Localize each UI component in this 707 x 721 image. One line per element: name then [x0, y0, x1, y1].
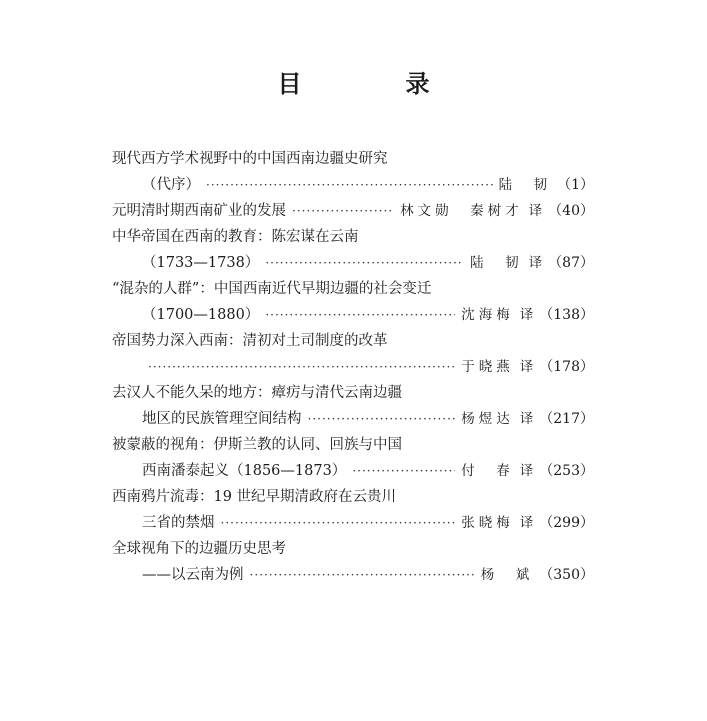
- entry-page-number: （138）: [539, 307, 594, 323]
- entry-title-text: ——以云南为例: [142, 567, 244, 583]
- toc-entry-continuation[interactable]: [112, 172, 594, 198]
- entry-title-text: 被蒙蔽的视角：伊斯兰教的认同、回族与中国: [112, 437, 402, 453]
- toc-entry-continuation[interactable]: [112, 302, 594, 328]
- toc-entry-continuation[interactable]: [112, 406, 594, 432]
- dot-leader: [206, 172, 493, 198]
- toc-entry-title[interactable]: [112, 484, 594, 510]
- entry-title-text: 西南鸦片流毒：19 世纪早期清政府在云贵川: [112, 489, 397, 505]
- entry-page-number: （253）: [539, 463, 594, 479]
- entry-page-number: （87）: [548, 255, 594, 271]
- entry-author: 于晓燕: [461, 359, 514, 375]
- entry-title-text: （1733—1738）: [142, 255, 260, 271]
- dot-leader: [250, 562, 475, 588]
- entry-author: 陆 韧: [470, 255, 523, 271]
- toc-entry-continuation[interactable]: [112, 510, 594, 536]
- entry-title-text: 全球视角下的边疆历史思考: [112, 541, 286, 557]
- dot-leader: [221, 510, 456, 536]
- toc-entry-continuation[interactable]: [112, 354, 594, 380]
- table-of-contents: [112, 146, 594, 588]
- entry-title-text: 去汉人不能久呆的地方：瘴疠与清代云南边疆: [112, 385, 402, 401]
- dot-leader: [352, 458, 455, 484]
- entry-title-text: 帝国势力深入西南：清初对土司制度的改革: [112, 333, 388, 349]
- entry-page-number: （299）: [539, 515, 594, 531]
- toc-entry-continuation[interactable]: [112, 250, 594, 276]
- entry-role: 译: [519, 515, 534, 531]
- toc-entry-title[interactable]: [112, 276, 594, 302]
- entry-title-text: 地区的民族管理空间结构: [142, 411, 302, 427]
- page-title: 目 录: [277, 69, 470, 98]
- entry-title-text: （1700—1880）: [142, 307, 260, 323]
- dot-leader: [148, 354, 455, 380]
- toc-entry-title[interactable]: [112, 432, 594, 458]
- entry-page-number: （350）: [539, 567, 594, 583]
- entry-author: 张晓梅: [461, 515, 514, 531]
- entry-role: 译: [528, 203, 543, 219]
- entry-author: 杨 斌: [480, 567, 534, 583]
- toc-entry-title[interactable]: [112, 224, 594, 250]
- entry-role: 译: [519, 359, 534, 375]
- entry-title-text: 中华帝国在西南的教育：陈宏谋在云南: [112, 229, 359, 245]
- entry-author: 林文勋 秦树才: [400, 203, 523, 219]
- entry-author: 沈海梅: [461, 307, 514, 323]
- toc-entry-title[interactable]: [112, 146, 594, 172]
- entry-page-number: （1）: [557, 177, 594, 193]
- toc-entry-title[interactable]: [112, 536, 594, 562]
- entry-author: 杨煜达: [461, 411, 514, 427]
- dot-leader: [292, 198, 394, 224]
- toc-entry-title[interactable]: [112, 328, 594, 354]
- entry-role: 译: [528, 255, 543, 271]
- toc-entry-title[interactable]: [112, 380, 594, 406]
- entry-page-number: （178）: [539, 359, 594, 375]
- entry-author: 陆 韧: [498, 177, 552, 193]
- toc-entry-continuation[interactable]: [112, 458, 594, 484]
- entry-page-number: （40）: [548, 203, 594, 219]
- entry-role: 译: [519, 463, 534, 479]
- entry-title-text: “混杂的人群”：中国西南近代早期边疆的社会变迁: [112, 281, 432, 297]
- entry-title-text: 三省的禁烟: [142, 515, 215, 531]
- dot-leader: [265, 250, 464, 276]
- entry-role: 译: [519, 307, 534, 323]
- dot-leader: [265, 302, 455, 328]
- entry-title-text: （代序）: [142, 177, 200, 193]
- entry-title-text: 现代西方学术视野中的中国西南边疆史研究: [112, 151, 388, 167]
- dot-leader: [308, 406, 456, 432]
- entry-role: 译: [519, 411, 534, 427]
- entry-author: 付 春: [461, 463, 514, 479]
- toc-entry-continuation[interactable]: [112, 562, 594, 588]
- entry-title-text: 西南潘泰起义（1856—1873）: [142, 463, 347, 479]
- toc-entry[interactable]: [112, 198, 594, 224]
- entry-page-number: （217）: [539, 411, 594, 427]
- entry-title-text: 元明清时期西南矿业的发展: [112, 203, 286, 219]
